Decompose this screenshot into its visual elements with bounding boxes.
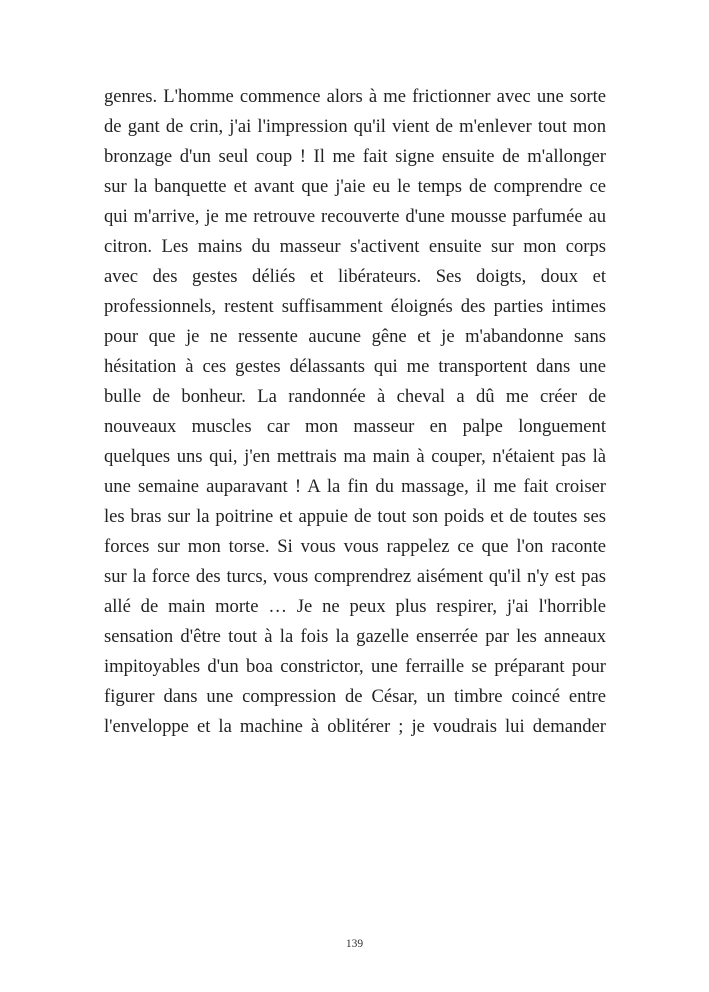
paragraph: genres. L'homme commence alors à me frictionner avec une sorte de gant de crin, j'ai l'impression qu'il vient de m'enlever tout mon bronzage d'un seul coup ! Il me fait signe ensuite de m'allonger sur la banquette et avant que j'aie eu le temps de comprendre ce qui m'arrive, je me retrouve recouverte d'une mousse parfumée au citron. Les mains du masseur s'activent ensuite sur mon corps avec des gestes déliés et libérateurs. Ses doigts, doux et professionnels, restent suffisamment éloignés des parties intimes pour que je ne ressente aucune gêne et je m'abandonne sans hésitation à ces gestes délassants qui me transportent dans une bulle de bonheur. La randonnée à cheval a dû me créer de nouveaux muscles car mon masseur en palpe longuement quelques uns qui, j'en mettrais ma main à couper, n'étaient pas là une semaine auparavant ! A la fin du massage, il me fait croiser les bras sur la poitrine et appuie de tout son poids et de toutes ses forces sur mon torse. Si vous vous rappelez ce que l'on raconte sur la force des turcs, vous comprendrez aisément qu'il n'y est pas allé de main morte … Je ne peux plus respirer, j'ai l'horrible sensation d'être tout à la fois la gazelle enserrée par les anneaux impitoyables d'un boa constrictor, une ferraille se préparant pour figurer dans une compression de César, un timbre coincé entre l'enveloppe et la machine à oblitérer ; je voudrais lui demander bbox=[104, 86, 606, 737]
text-block bbox=[104, 82, 606, 742]
page-number: 139 bbox=[345, 938, 364, 950]
